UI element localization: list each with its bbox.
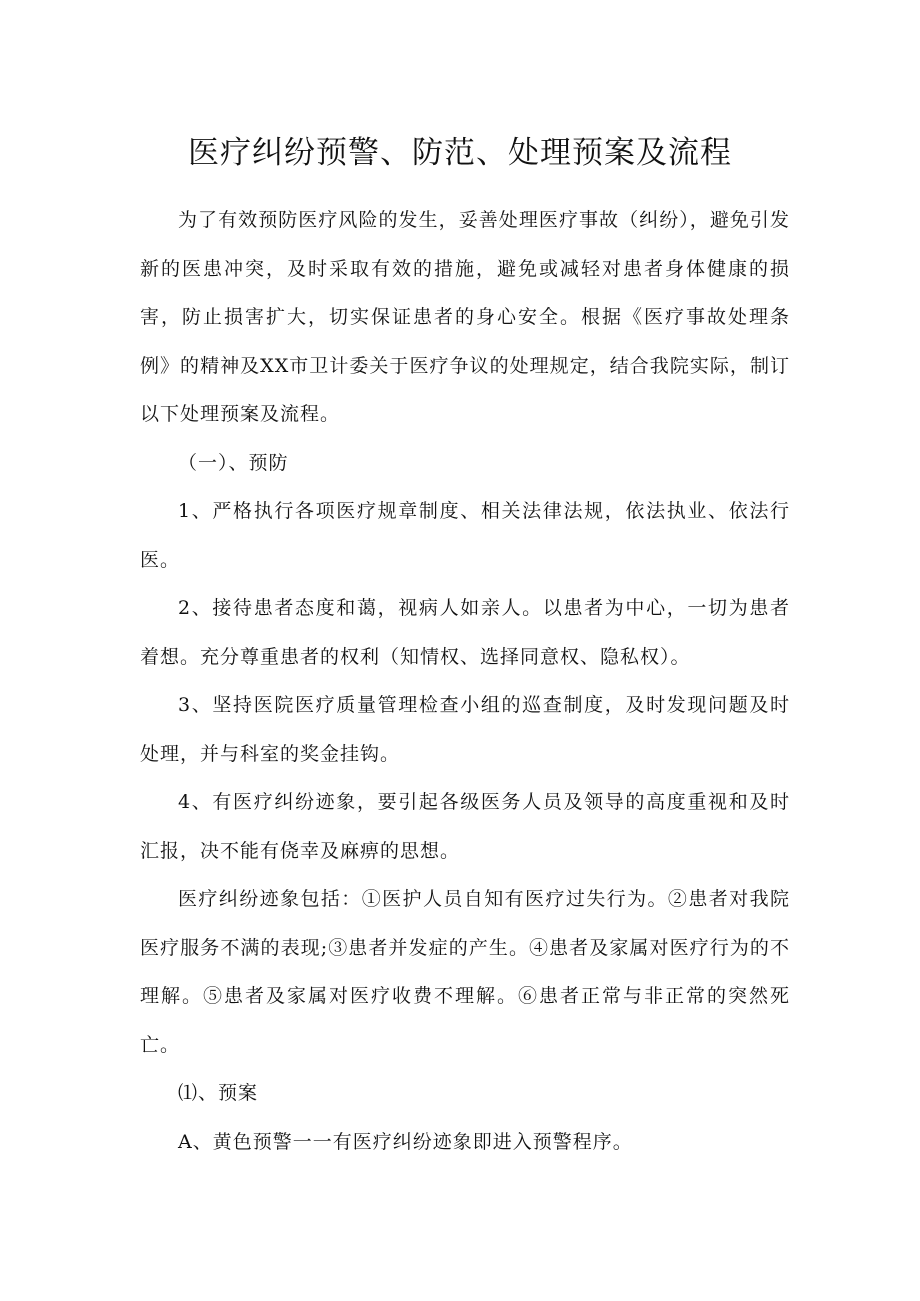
prevention-item-1: 1、严格执行各项医疗规章制度、相关法律法规，依法执业、依法行医。 [140, 500, 790, 571]
dispute-signs-paragraph: 医疗纠纷迹象包括：①医护人员自知有医疗过失行为。②患者对我院医疗服务不满的表现;③患者并发症的产生。④患者及家属对医疗行为的不理解。⑤患者及家属对医疗收费不理解。⑥患者正常与非正常的突然死亡。 [140, 888, 790, 1056]
prevention-item-4: 4、有医疗纠纷迹象，要引起各级医务人员及领导的高度重视和及时汇报，决不能有侥幸及麻痹的思想。 [140, 791, 790, 862]
prevention-item-3: 3、坚持医院医疗质量管理检查小组的巡查制度，及时发现问题及时处理，并与科室的奖金挂钩。 [140, 694, 790, 765]
document-body [140, 196, 790, 1166]
section-heading-prevention: （一）、预防 [178, 451, 289, 474]
subsection-heading-plan: ⑴、预案 [178, 1082, 259, 1104]
yellow-warning-item: A、黄色预警一一有医疗纠纷迹象即进入预警程序。 [178, 1130, 633, 1153]
intro-paragraph: 为了有效预防医疗风险的发生，妥善处理医疗事故（纠纷），避免引发新的医患冲突，及时采取有效的措施，避免或减轻对患者身体健康的损害，防止损害扩大，切实保证患者的身心安全。根据《医疗事故处理条例》的精神及XX市卫计委关于医疗争议的处理规定，结合我院实际，制订以下处理预案及流程。 [140, 209, 790, 425]
document-title: 医疗纠纷预警、防范、处理预案及流程 [188, 135, 732, 171]
prevention-item-2: 2、接待患者态度和蔼，视病人如亲人。以患者为中心，一切为患者着想。充分尊重患者的权利（知情权、选择同意权、隐私权）。 [140, 597, 790, 668]
